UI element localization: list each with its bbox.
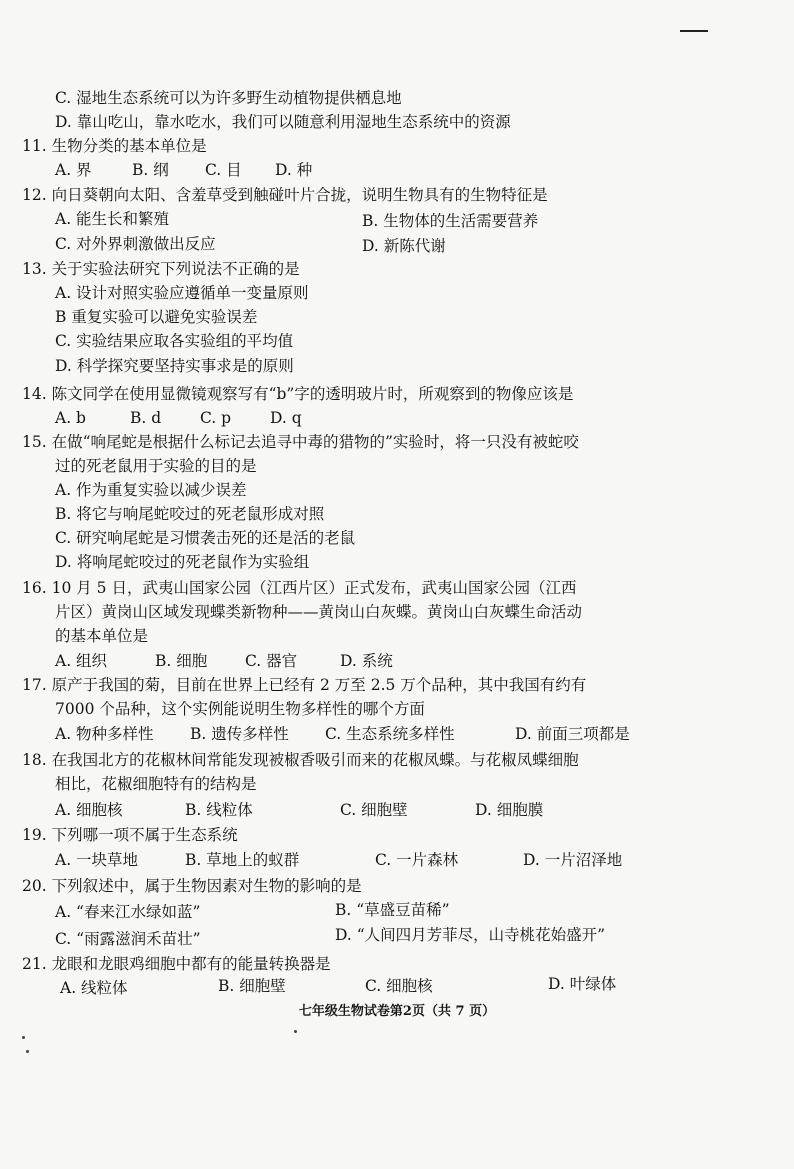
option-text: C. 细胞壁 <box>340 801 408 819</box>
option-text: A. 组织 <box>55 652 108 670</box>
option-text: D. “人间四月芳菲尽，山寺桃花始盛开” <box>335 926 606 944</box>
option-text: B. d <box>130 409 162 427</box>
question-11: 11. 生物分类的基本单位是 <box>22 137 207 155</box>
option-text: C. 生态系统多样性 <box>325 725 455 743</box>
question-18-cont: 相比，花椒细胞特有的结构是 <box>55 775 257 793</box>
question-20: 20. 下列叙述中，属于生物因素对生物的影响的是 <box>22 877 362 895</box>
option-text: D. 种 <box>275 161 313 179</box>
option-text: C. p <box>200 409 232 427</box>
option-text: A. b <box>55 409 86 427</box>
option-text: D. 系统 <box>340 652 393 670</box>
option-text: D. 细胞膜 <box>475 801 544 819</box>
option-text: C. 对外界刺激做出反应 <box>55 235 216 253</box>
option-text: B 重复实验可以避免实验误差 <box>55 308 258 326</box>
option-text: C. 器官 <box>245 652 298 670</box>
option-text: B. 草地上的蚁群 <box>185 851 300 869</box>
question-18: 18. 在我国北方的花椒林间常能发现被椒香吸引而来的花椒凤蝶。与花椒凤蝶细胞 <box>22 751 579 769</box>
option-text: B. 遗传多样性 <box>190 725 289 743</box>
page-footer: 七年级生物试卷第2页（共 7 页） <box>298 1004 496 1019</box>
option-text: B. 线粒体 <box>185 801 253 819</box>
option-text: C. 研究响尾蛇是习惯袭击死的还是活的老鼠 <box>55 529 356 547</box>
question-17-cont: 7000 个品种，这个实例能说明生物多样性的哪个方面 <box>55 700 425 718</box>
question-16-cont: 的基本单位是 <box>55 627 149 645</box>
option-text: C. 湿地生态系统可以为许多野生动植物提供栖息地 <box>55 89 402 107</box>
option-text: D. 叶绿体 <box>548 975 617 993</box>
option-text: C. 实验结果应取各实验组的平均值 <box>55 332 294 350</box>
scan-speck <box>22 1036 25 1039</box>
question-13: 13. 关于实验法研究下列说法不正确的是 <box>22 260 300 278</box>
question-15: 15. 在做“响尾蛇是根据什么标记去追寻中毒的猎物的”实验时，将一只没有被蛇咬 <box>22 433 579 451</box>
option-text: D. 新陈代谢 <box>362 237 446 255</box>
option-text: A. 能生长和繁殖 <box>55 210 170 228</box>
option-text: D. 科学探究要坚持实事求是的原则 <box>55 357 294 375</box>
question-21: 21. 龙眼和龙眼鸡细胞中都有的能量转换器是 <box>22 955 331 973</box>
option-text: B. “草盛豆苗稀” <box>335 901 450 919</box>
question-15-cont: 过的死老鼠用于实验的目的是 <box>55 457 257 475</box>
option-text: B. 细胞 <box>155 652 208 670</box>
option-text: A. 物种多样性 <box>55 725 154 743</box>
question-17: 17. 原产于我国的菊，目前在世界上已经有 2 万至 2.5 万个品种，其中我国有约有 <box>22 676 587 694</box>
scan-mark <box>680 30 708 32</box>
question-14: 14. 陈文同学在使用显微镜观察写有“b”字的透明玻片时，所观察到的物像应该是 <box>22 385 574 403</box>
option-text: B. 生物体的生活需要营养 <box>362 212 539 230</box>
option-text: A. 作为重复实验以减少误差 <box>55 481 247 499</box>
scan-speck <box>294 1030 297 1033</box>
option-text: A. 细胞核 <box>55 801 123 819</box>
question-16-cont: 片区）黄岗山区域发现蝶类新物种——黄岗山白灰蝶。黄岗山白灰蝶生命活动 <box>55 603 583 621</box>
scan-speck <box>26 1050 29 1053</box>
option-text: A. “春来江水绿如蓝” <box>55 903 201 921</box>
question-16: 16. 10 月 5 日，武夷山国家公园（江西片区）正式发布，武夷山国家公园（江西 <box>22 579 577 597</box>
option-text: C. “雨露滋润禾苗壮” <box>55 930 201 948</box>
option-text: A. 线粒体 <box>60 979 128 997</box>
question-19: 19. 下列哪一项不属于生态系统 <box>22 826 238 844</box>
option-text: D. 将响尾蛇咬过的死老鼠作为实验组 <box>55 553 310 571</box>
option-text: A. 设计对照实验应遵循单一变量原则 <box>55 284 309 302</box>
option-text: C. 目 <box>205 161 242 179</box>
option-text: B. 将它与响尾蛇咬过的死老鼠形成对照 <box>55 505 325 523</box>
option-text: D. 前面三项都是 <box>515 725 630 743</box>
option-text: D. 靠山吃山，靠水吃水，我们可以随意利用湿地生态系统中的资源 <box>55 113 511 131</box>
option-text: D. q <box>270 409 302 427</box>
question-12: 12. 向日葵朝向太阳、含羞草受到触碰叶片合拢，说明生物具有的生物特征是 <box>22 186 548 204</box>
option-text: C. 一片森林 <box>375 851 459 869</box>
option-text: A. 一块草地 <box>55 851 139 869</box>
option-text: B. 细胞壁 <box>218 977 286 995</box>
option-text: B. 纲 <box>132 161 169 179</box>
option-text: D. 一片沼泽地 <box>523 851 623 869</box>
option-text: C. 细胞核 <box>365 977 433 995</box>
option-text: A. 界 <box>55 161 92 179</box>
